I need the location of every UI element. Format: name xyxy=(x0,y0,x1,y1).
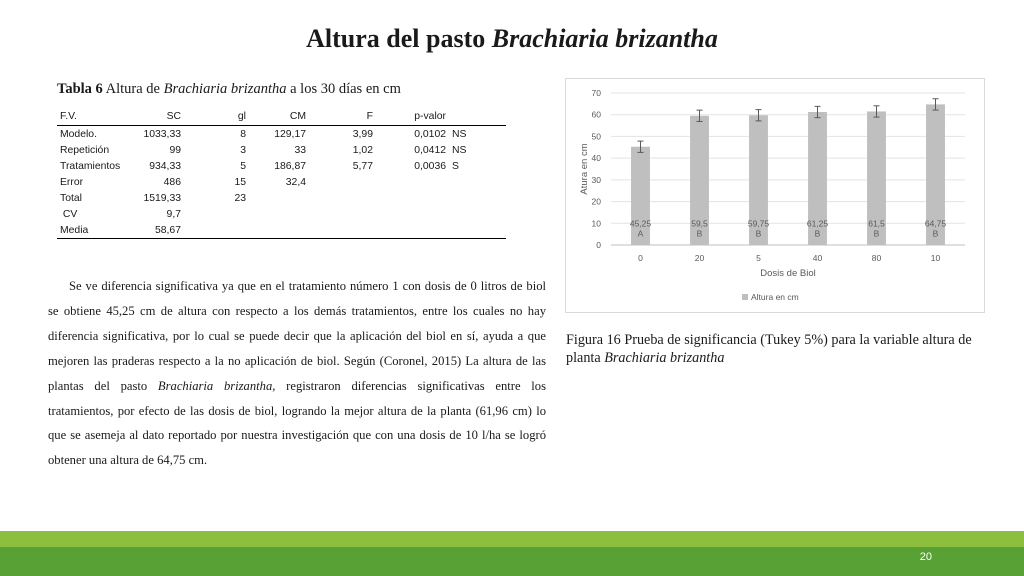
x-axis-title: Dosis de Biol xyxy=(760,268,816,279)
body-paragraph: Se ve diferencia significativa ya que en el tratamiento número 1 con dosis de 0 litros de biol se obtiene 45,25 cm de altura con respecto a los demás tratamientos, entre los cuales no hay diferencia significativa, por lo cual se puede decir que la aplicación del biol en sí, ayuda a que mejoren las praderas respecto a la no aplicación de biol. Según (Coronel, 2015) La altura de las plantas del pasto Brachiaria brizantha, registraron diferencias significativas entre los tratamientos, por efecto de las dosis de biol, logrando la mejor altura de la planta (61,96 cm) lo que se asemeja al dato reportado por nuestra investigación que con una dosis de 10 l/ha se logró obtener una altura de 64,75 cm. xyxy=(48,279,547,468)
cell xyxy=(449,190,506,206)
table-row xyxy=(57,222,506,239)
group-letter: B xyxy=(873,228,880,239)
header-f: F xyxy=(309,108,376,126)
cell: 486 xyxy=(163,176,181,188)
cell xyxy=(449,222,506,239)
cell: 1519,33 xyxy=(143,192,181,204)
table-caption: Tabla 6 Altura de Brachiaria brizantha a los 30 días en cm xyxy=(57,81,401,97)
table-row xyxy=(57,174,506,190)
data-label: 59,5 xyxy=(691,218,708,229)
anova-table xyxy=(57,108,506,239)
cell: CV xyxy=(60,208,78,220)
cell: Tratamientos xyxy=(60,160,121,172)
cell: NS xyxy=(452,128,467,140)
cell: Error xyxy=(60,176,84,188)
y-tick-label: 50 xyxy=(591,131,601,142)
bar-chart xyxy=(565,78,985,313)
group-letter: A xyxy=(637,228,644,239)
table-row xyxy=(57,142,506,158)
cell: 3 xyxy=(240,144,246,156)
table-row xyxy=(57,126,506,143)
y-tick-label: 30 xyxy=(591,174,601,185)
group-letter: B xyxy=(755,228,762,239)
cell xyxy=(184,222,249,239)
cell xyxy=(249,190,309,206)
cell: Modelo. xyxy=(60,128,97,140)
cell: 58,67 xyxy=(129,222,184,239)
cell: 129,17 xyxy=(274,128,306,140)
data-label: 64,75 xyxy=(924,218,947,229)
data-label: 61,5 xyxy=(868,218,885,229)
y-tick-label: 20 xyxy=(591,196,601,207)
cell xyxy=(309,190,376,206)
cell: 9,7 xyxy=(166,208,181,220)
x-tick-label: 10 xyxy=(930,253,941,263)
cell xyxy=(376,222,449,239)
footer-band-dark xyxy=(0,547,1024,576)
x-tick-label: 0 xyxy=(638,253,643,263)
data-label: 45,25 xyxy=(629,218,652,229)
table-row xyxy=(57,190,506,206)
cell: 15 xyxy=(234,176,246,188)
cell: 0,0412 xyxy=(414,144,446,156)
group-letter: B xyxy=(932,228,939,239)
legend-label: Altura en cm xyxy=(751,292,799,302)
header-p-valor: p-valor xyxy=(376,108,449,126)
header-signif xyxy=(449,108,506,126)
header-cm: CM xyxy=(249,108,309,126)
cell: 23 xyxy=(234,192,246,204)
cell xyxy=(249,222,309,239)
cell xyxy=(309,222,376,239)
y-tick-label: 10 xyxy=(591,218,601,229)
cell: S xyxy=(452,160,459,172)
cell xyxy=(376,174,449,190)
cell: 1033,33 xyxy=(143,128,181,140)
cell xyxy=(449,206,506,222)
table-row xyxy=(57,206,506,222)
group-letter: B xyxy=(696,228,703,239)
page-title: Altura del pasto Brachiaria brizantha xyxy=(306,24,718,53)
figure-caption: Figura 16 Prueba de significancia (Tukey 5%) para la variable altura de planta Brachiaria brizantha xyxy=(566,332,972,366)
cell xyxy=(249,206,309,222)
header-sc: SC xyxy=(129,108,184,126)
table-row xyxy=(57,158,506,174)
y-axis-title: Atura en cm xyxy=(579,143,590,195)
cell: 0,0036 xyxy=(414,160,446,172)
data-label: 59,75 xyxy=(747,218,770,229)
x-tick-label: 80 xyxy=(871,253,882,263)
x-tick-label: 5 xyxy=(756,253,761,263)
group-letter: B xyxy=(814,228,821,239)
y-tick-label: 60 xyxy=(591,109,601,120)
cell: Total xyxy=(60,192,82,204)
cell xyxy=(309,174,376,190)
cell: 5,77 xyxy=(352,160,373,172)
cell: 5 xyxy=(240,160,246,172)
cell xyxy=(376,206,449,222)
header-fv: F.V. xyxy=(57,108,129,126)
header-gl: gl xyxy=(184,108,249,126)
cell: 186,87 xyxy=(274,160,306,172)
cell xyxy=(184,206,249,222)
x-tick-label: 20 xyxy=(694,253,705,263)
cell: 3,99 xyxy=(352,128,373,140)
cell: 32,4 xyxy=(285,176,306,188)
cell: 934,33 xyxy=(149,160,181,172)
y-tick-label: 70 xyxy=(591,88,601,98)
cell: NS xyxy=(452,144,467,156)
cell: 0,0102 xyxy=(414,128,446,140)
footer-band-light xyxy=(0,531,1024,547)
cell xyxy=(309,206,376,222)
y-tick-label: 0 xyxy=(596,240,601,250)
x-tick-label: 40 xyxy=(812,253,823,263)
cell: Media xyxy=(57,222,129,239)
chart-svg xyxy=(566,79,984,312)
y-tick-label: 40 xyxy=(591,153,601,164)
table-header-row xyxy=(57,108,506,126)
cell: 33 xyxy=(294,144,306,156)
cell: Repetición xyxy=(60,144,110,156)
legend-swatch xyxy=(742,294,748,300)
cell: 8 xyxy=(240,128,246,140)
data-label: 61,25 xyxy=(806,218,829,229)
cell xyxy=(449,174,506,190)
page-number: 20 xyxy=(919,551,932,563)
cell xyxy=(376,190,449,206)
cell: 1,02 xyxy=(352,144,373,156)
cell: 99 xyxy=(169,144,181,156)
